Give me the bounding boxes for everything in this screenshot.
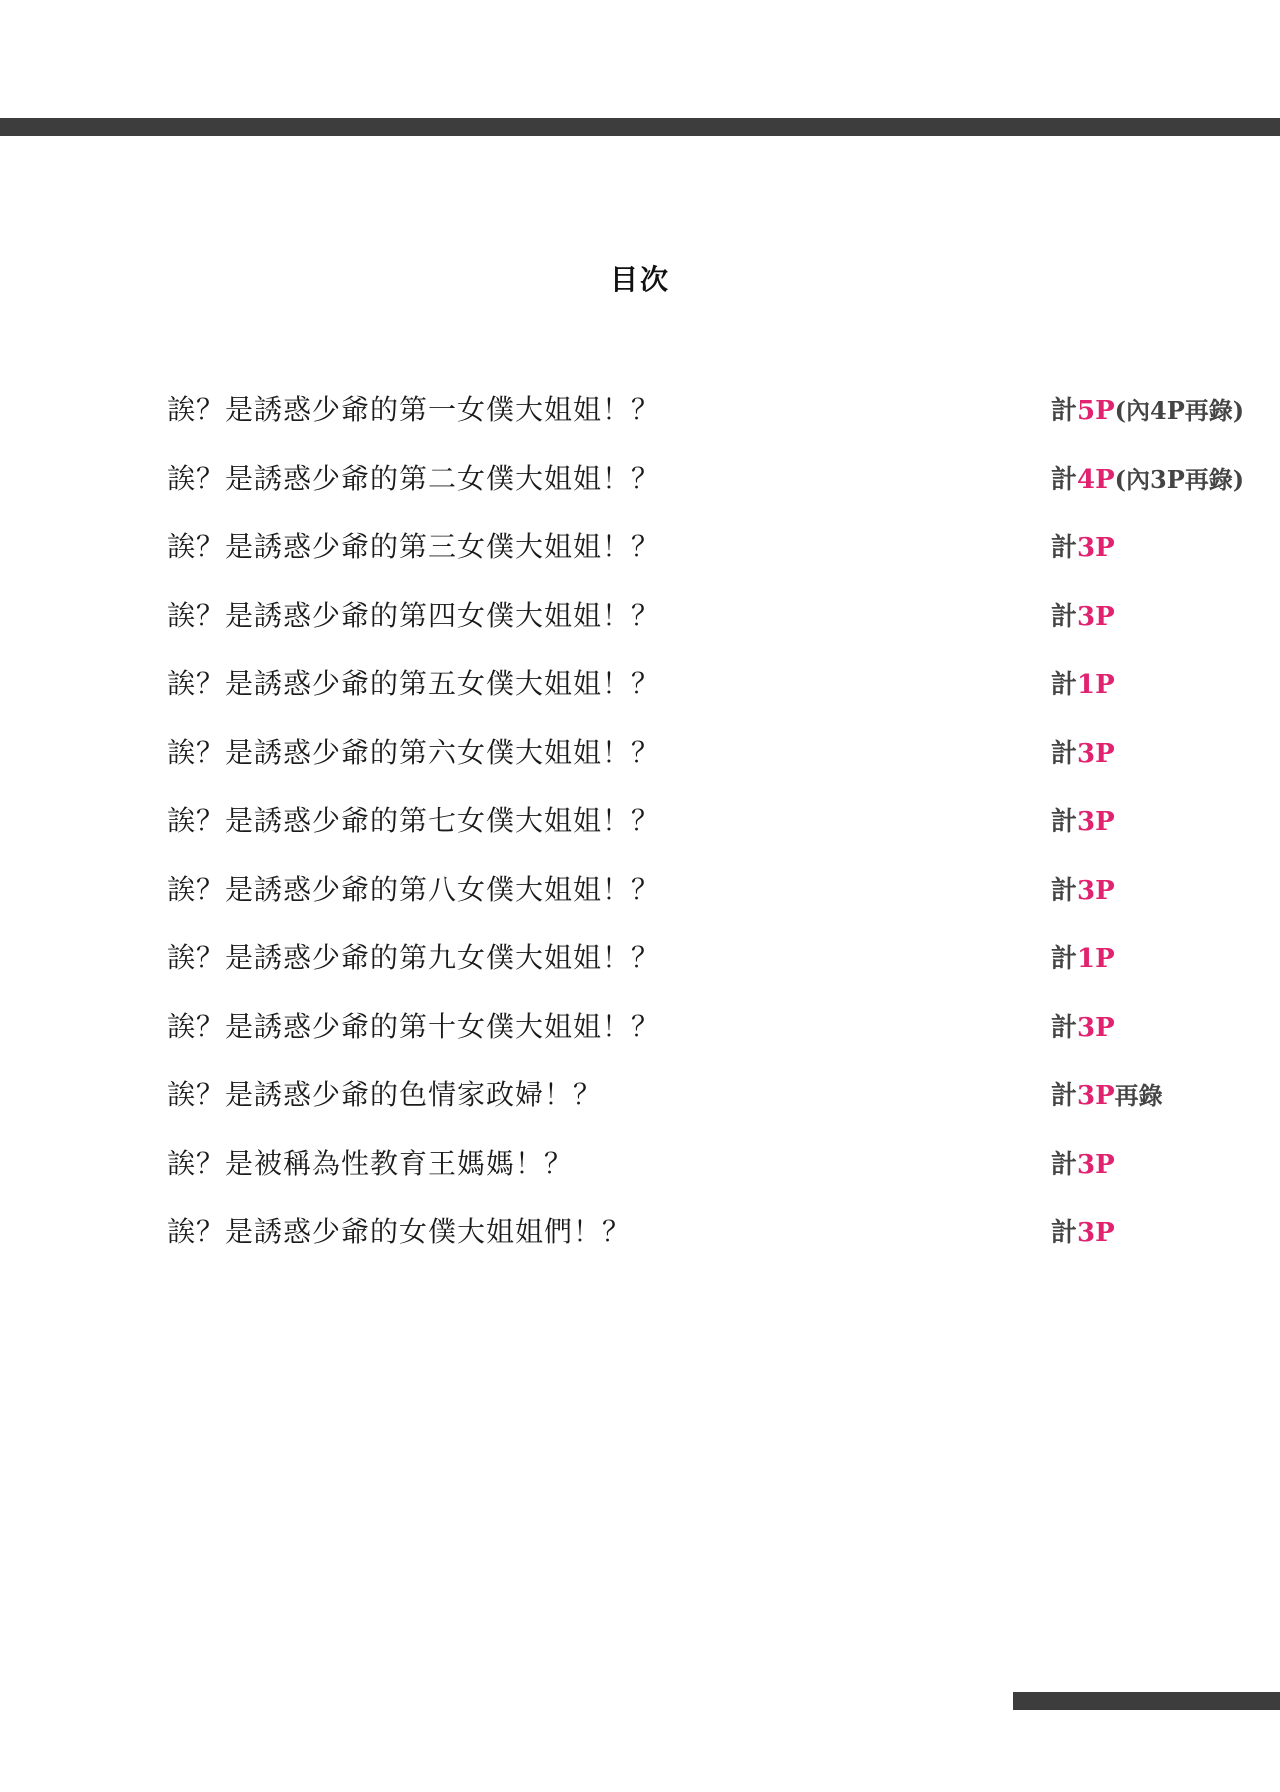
page-number: 3P	[1077, 533, 1115, 563]
toc-entry	[167, 1142, 1280, 1211]
entry-page-count	[1051, 1007, 1115, 1044]
page-number: 3P	[1077, 1218, 1115, 1248]
page-prefix: 計	[1051, 1012, 1078, 1043]
page-prefix: 計	[1051, 670, 1078, 700]
toc-entry	[167, 799, 1280, 868]
page-number: 4P	[1077, 464, 1115, 495]
page-prefix: 計	[1051, 807, 1078, 837]
entry-page-count	[1051, 938, 1115, 975]
page-title: 目次	[609, 263, 670, 296]
entry-page-count	[1051, 596, 1115, 633]
page-prefix: 計	[1051, 875, 1078, 906]
page-number: 3P	[1077, 1012, 1115, 1043]
entry-title: 誒？是誘惑少爺的第二女僕大姐姐！？	[167, 461, 661, 495]
entry-title: 誒？是誘惑少爺的第七女僕大姐姐！？	[167, 804, 661, 837]
toc-entry	[167, 662, 1280, 731]
page-number: 3P	[1077, 875, 1115, 906]
bottom-divider-bar	[1013, 1692, 1280, 1710]
entry-page-count	[1051, 1144, 1115, 1181]
page-number: 3P	[1077, 1149, 1115, 1180]
entry-title: 誒？是誘惑少爺的色情家政婦！？	[167, 1078, 603, 1111]
toc-entry	[167, 1073, 1280, 1142]
toc-entry	[167, 936, 1280, 1005]
entry-page-count	[1051, 459, 1244, 496]
entry-title: 誒？是誘惑少爺的女僕大姐姐們！？	[167, 1215, 632, 1248]
entry-title: 誒？是被稱為性教育王媽媽！？	[167, 1146, 574, 1180]
page-number: 1P	[1077, 944, 1115, 974]
toc-entry	[167, 594, 1280, 663]
entry-page-count	[1051, 664, 1115, 701]
toc-entry	[167, 525, 1280, 594]
entry-title: 誒？是誘惑少爺的第四女僕大姐姐！？	[167, 598, 661, 632]
top-divider-bar	[0, 118, 1280, 136]
page-prefix: 計	[1051, 601, 1078, 632]
entry-page-count	[1051, 801, 1115, 838]
entry-page-count	[1051, 1075, 1163, 1112]
entry-page-count	[1051, 1212, 1115, 1249]
page-prefix: 計	[1051, 1081, 1078, 1111]
page-note: (內4P再錄)	[1114, 396, 1245, 425]
entry-title: 誒？是誘惑少爺的第六女僕大姐姐！？	[167, 735, 661, 769]
page-prefix: 計	[1051, 464, 1078, 495]
toc-entry	[167, 1210, 1280, 1279]
entry-page-count	[1051, 733, 1115, 770]
page-number: 1P	[1077, 670, 1115, 700]
page-prefix: 計	[1051, 738, 1078, 769]
entry-page-count	[1051, 870, 1115, 907]
toc-entry	[167, 457, 1280, 526]
page-number: 3P	[1077, 807, 1115, 837]
page-prefix: 計	[1051, 1218, 1078, 1248]
page-number: 3P	[1077, 601, 1115, 632]
entry-title: 誒？是誘惑少爺的第一女僕大姐姐！？	[167, 393, 661, 426]
toc-entry	[167, 388, 1280, 457]
page-number: 3P	[1077, 738, 1115, 769]
page-prefix: 計	[1051, 1149, 1078, 1180]
toc-entry	[167, 731, 1280, 800]
page-note: (內3P再錄)	[1114, 464, 1245, 494]
entry-title: 誒？是誘惑少爺的第八女僕大姐姐！？	[167, 872, 661, 906]
entry-title: 誒？是誘惑少爺的第五女僕大姐姐！？	[167, 667, 661, 700]
table-of-contents	[167, 388, 1280, 1279]
entry-title: 誒？是誘惑少爺的第九女僕大姐姐！？	[167, 941, 661, 974]
toc-entry	[167, 868, 1280, 937]
page-note: 再錄	[1114, 1081, 1163, 1110]
entry-title: 誒？是誘惑少爺的第十女僕大姐姐！？	[167, 1009, 661, 1043]
page-number: 5P	[1077, 396, 1115, 426]
page-prefix: 計	[1051, 944, 1078, 974]
entry-page-count	[1051, 527, 1115, 564]
toc-entry	[167, 1005, 1280, 1074]
page-prefix: 計	[1051, 533, 1078, 563]
entry-page-count	[1051, 390, 1244, 427]
page-number: 3P	[1077, 1081, 1115, 1111]
entry-title: 誒？是誘惑少爺的第三女僕大姐姐！？	[167, 530, 661, 563]
page-prefix: 計	[1051, 396, 1078, 426]
